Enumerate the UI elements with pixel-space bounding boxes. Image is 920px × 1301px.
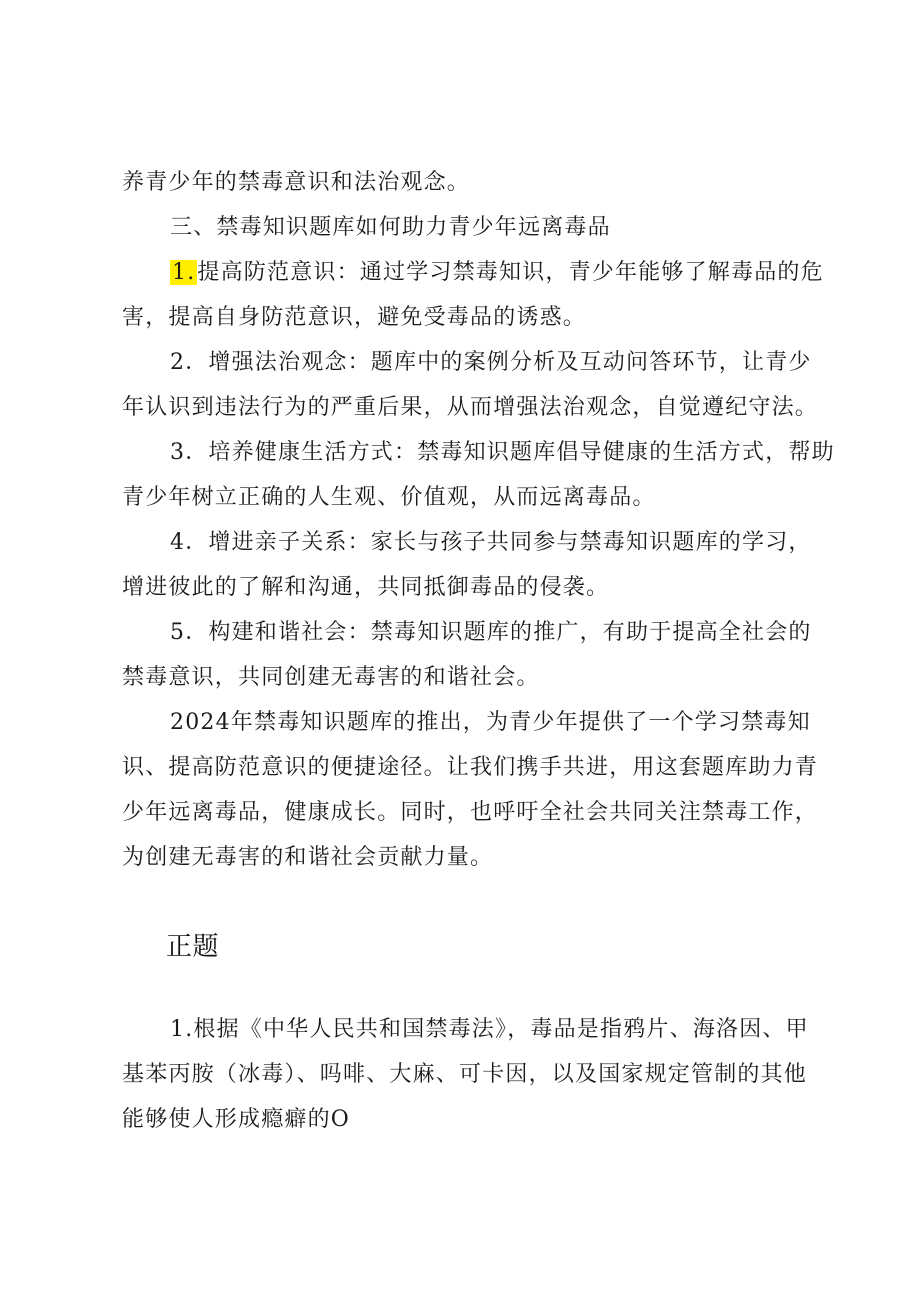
paragraph-line: 4．增进亲子关系：家长与孩子共同参与禁毒知识题库的学习， — [170, 530, 812, 555]
paragraph-line: 3．培养健康生活方式：禁毒知识题库倡导健康的生活方式，帮助 — [170, 440, 835, 465]
paragraph-line: 禁毒意识，共同创建无毒害的和谐社会。 — [122, 665, 540, 690]
paragraph-line: 为创建无毒害的和谐社会贡献力量。 — [122, 845, 494, 870]
paragraph-line — [170, 258, 824, 288]
paragraph-line: 2．增强法治观念：题库中的案例分析及互动问答环节，让青少 — [170, 350, 812, 375]
question-line: 能够使人形成瘾癖的O — [122, 1107, 351, 1132]
paragraph-line: 增进彼此的了解和沟通，共同抵御毒品的侵袭。 — [122, 575, 610, 600]
question-line: 1.根据《中华人民共和国禁毒法》，毒品是指鸦片、海洛因、甲 — [170, 1017, 809, 1042]
paragraph-line: 青少年树立正确的人生观、价值观，从而远离毒品。 — [122, 485, 656, 510]
paragraph-line: 养青少年的禁毒意识和法治观念。 — [122, 170, 471, 195]
highlighted-item-number: 1. — [172, 260, 196, 285]
paragraph-line: 2024年禁毒知识题库的推出，为青少年提供了一个学习禁毒知 — [170, 710, 811, 735]
section-title: 正题 — [166, 932, 220, 962]
question-line: 基苯丙胺（冰毒）、吗啡、大麻、可卡因，以及国家规定管制的其他 — [122, 1062, 808, 1087]
paragraph-line: 识、提高防范意识的便捷途径。让我们携手共进，用这套题库助力青 — [122, 755, 819, 780]
paragraph-line: 5．构建和谐社会：禁毒知识题库的推广，有助于提高全社会的 — [170, 620, 812, 645]
paragraph-line: 少年远离毒品，健康成长。同时，也呼吁全社会共同关注禁毒工作， — [122, 800, 819, 825]
section-heading: 三、禁毒知识题库如何助力青少年远离毒品 — [170, 215, 611, 240]
paragraph-line: 害，提高自身防范意识，避免受毒品的诱惑。 — [122, 305, 587, 330]
paragraph-text: 提高防范意识：通过学习禁毒知识，青少年能够了解毒品的危 — [197, 260, 824, 285]
paragraph-line: 年认识到违法行为的严重后果，从而增强法治观念，自觉遵纪守法。 — [122, 395, 819, 420]
